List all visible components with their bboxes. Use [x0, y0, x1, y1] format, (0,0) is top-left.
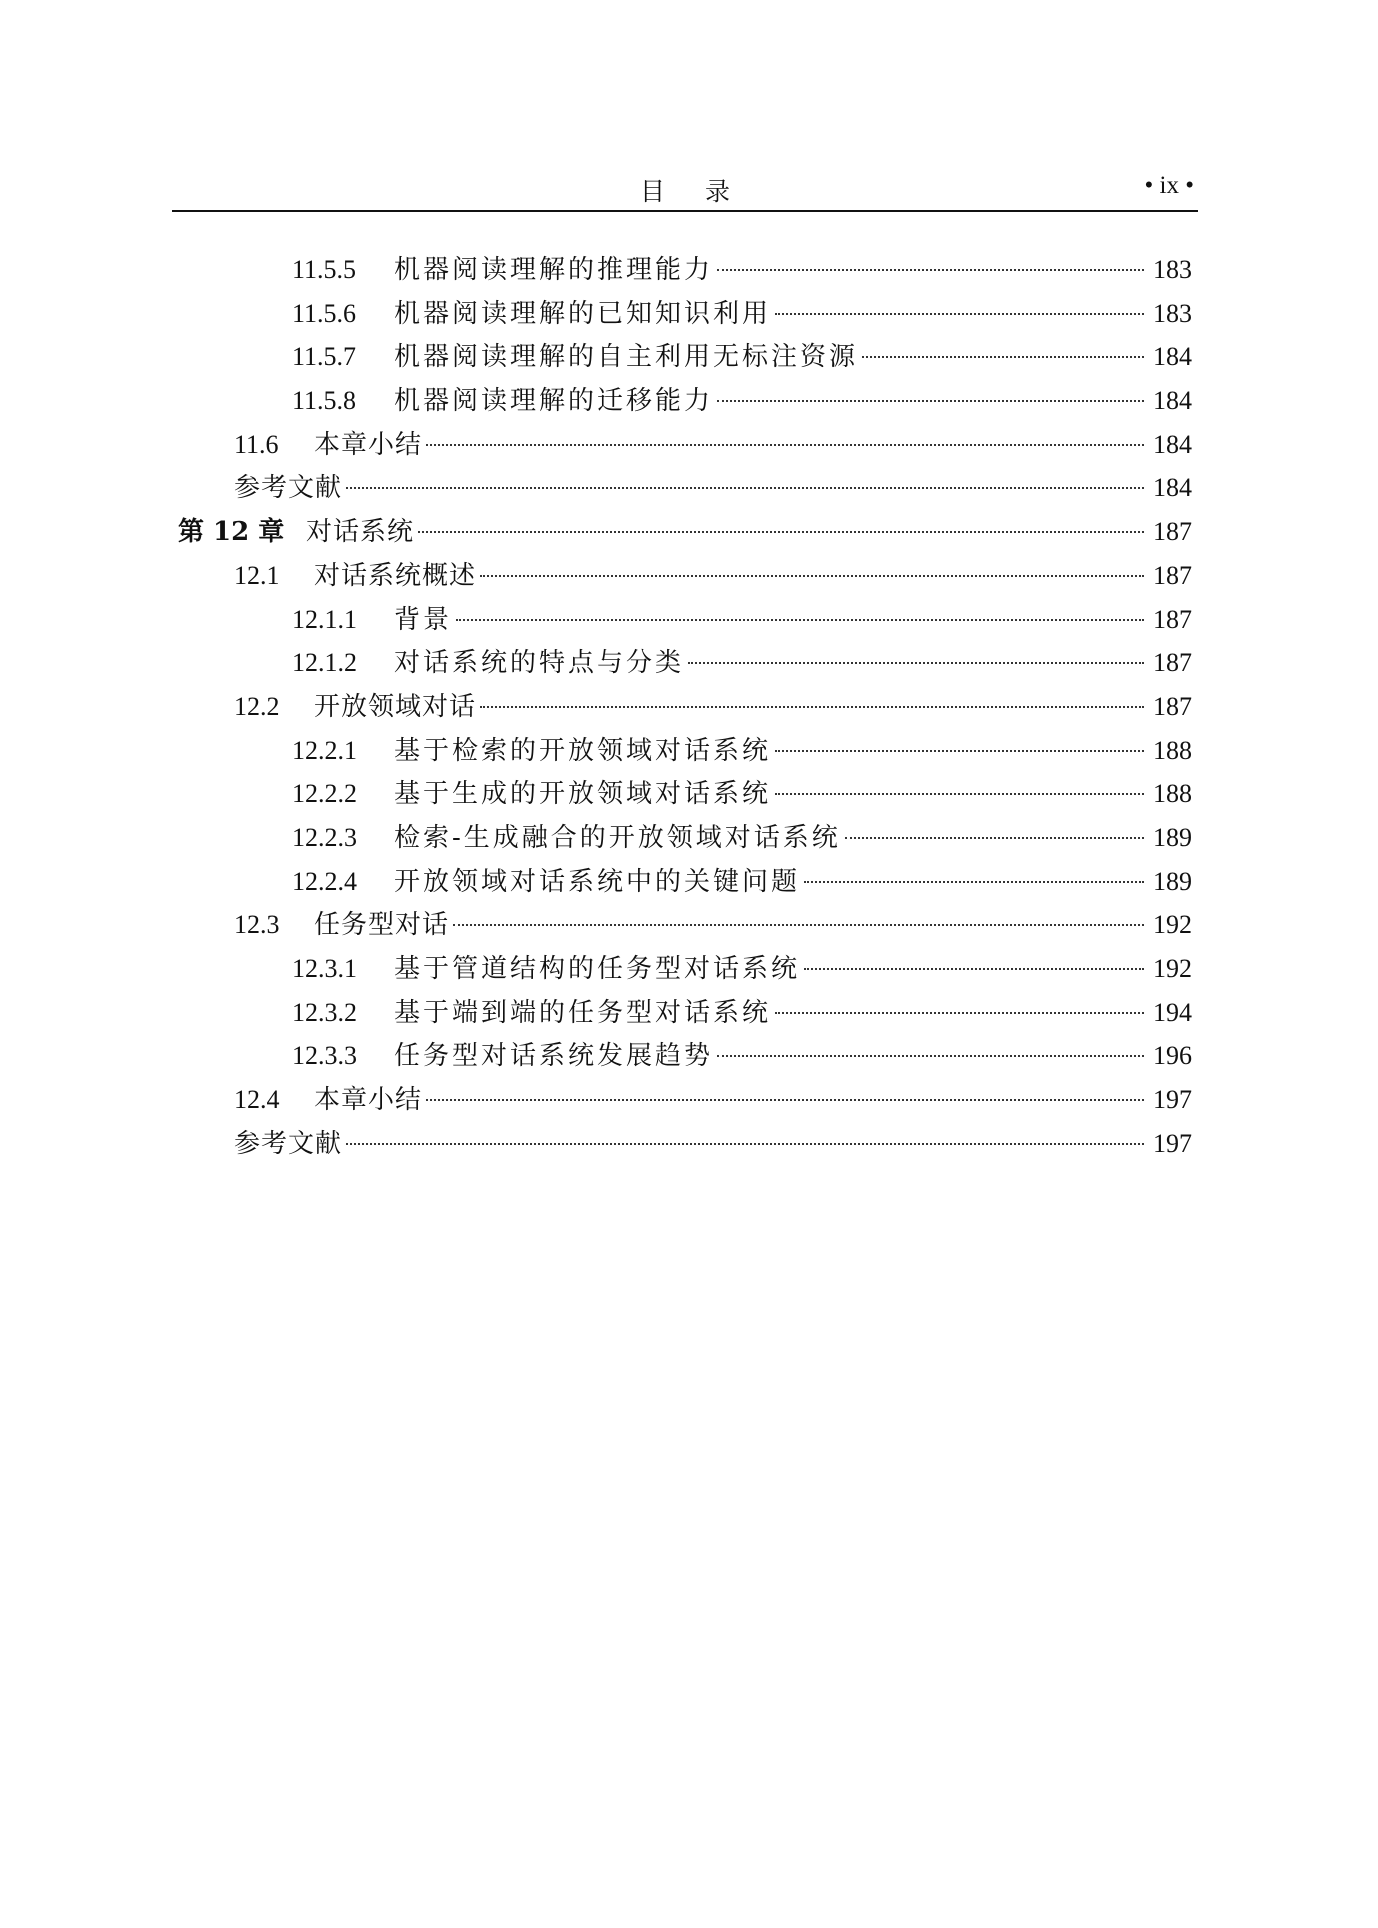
toc-entry[interactable] [172, 466, 1192, 510]
toc-dot-leader [775, 313, 1144, 315]
toc-entry-number: 12.2.4 [292, 866, 357, 896]
toc-dot-leader [717, 400, 1144, 402]
toc-entry-page: 189 [1153, 866, 1192, 896]
toc-entry-page: 183 [1153, 255, 1192, 284]
toc-entry[interactable] [172, 947, 1192, 991]
toc-entry-title: 参考文献 [234, 473, 343, 504]
table-of-contents [172, 248, 1192, 1165]
toc-entry-number: 12.2 [234, 691, 280, 721]
toc-entry[interactable] [172, 510, 1192, 554]
toc-entry-number: 12.1.1 [292, 604, 357, 634]
toc-entry-page: 197 [1153, 1085, 1192, 1115]
toc-entry[interactable] [172, 554, 1192, 598]
toc-entry-title: 机器阅读理解的自主利用无标注资源 [394, 342, 859, 373]
toc-entry-title: 机器阅读理解的已知知识利用 [394, 298, 772, 329]
toc-entry[interactable] [172, 1078, 1192, 1122]
toc-dot-leader [426, 1099, 1144, 1101]
toc-entry-page: 187 [1153, 691, 1192, 721]
toc-entry-number: 12.3.3 [292, 1041, 357, 1071]
toc-entry[interactable] [172, 292, 1192, 336]
toc-entry-number: 11.5.7 [292, 342, 357, 372]
toc-entry-page: 194 [1153, 997, 1192, 1027]
toc-entry-page: 188 [1153, 735, 1192, 765]
toc-entry-title: 开放领域对话系统中的关键问题 [394, 866, 801, 897]
toc-entry-page: 183 [1153, 298, 1192, 328]
toc-entry-title: 对话系统 [306, 517, 415, 548]
toc-dot-leader [456, 619, 1144, 621]
toc-entry-title: 基于生成的开放领域对话系统 [394, 779, 772, 810]
toc-entry-title: 参考文献 [234, 1128, 343, 1159]
toc-entry-title: 基于端到端的任务型对话系统 [394, 997, 772, 1028]
toc-dot-leader [775, 793, 1144, 795]
toc-entry[interactable] [172, 1034, 1192, 1078]
toc-entry-title: 检索-生成融合的开放领域对话系统 [394, 822, 841, 853]
toc-entry[interactable] [172, 685, 1192, 729]
toc-entry-number: 12.2.2 [292, 779, 357, 809]
toc-entry[interactable] [172, 1122, 1192, 1166]
toc-entry[interactable] [172, 772, 1192, 816]
toc-dot-leader [775, 750, 1144, 752]
toc-entry-title: 任务型对话 [314, 910, 450, 941]
toc-entry-number: 11.6 [234, 429, 279, 459]
toc-entry[interactable] [172, 641, 1192, 685]
toc-entry-number: 第 12 章 [178, 517, 285, 548]
toc-entry-page: 196 [1153, 1041, 1192, 1071]
toc-entry-title: 背景 [394, 604, 453, 635]
toc-entry[interactable] [172, 379, 1192, 423]
toc-entry-number: 12.2.1 [292, 735, 357, 765]
toc-entry-title: 机器阅读理解的推理能力 [394, 255, 714, 285]
toc-entry[interactable] [172, 860, 1192, 904]
toc-entry-page: 184 [1153, 473, 1192, 503]
toc-dot-leader [346, 487, 1144, 489]
toc-entry-number: 12.3 [234, 910, 280, 940]
toc-dot-leader [845, 837, 1144, 839]
toc-entry-page: 188 [1153, 779, 1192, 809]
toc-dot-leader [804, 968, 1144, 970]
toc-dot-leader [346, 1143, 1144, 1145]
toc-entry-number: 11.5.6 [292, 298, 357, 328]
toc-entry-page: 184 [1153, 386, 1192, 416]
toc-dot-leader [804, 881, 1144, 883]
toc-dot-leader [717, 269, 1144, 271]
toc-dot-leader [426, 444, 1144, 446]
toc-entry-page: 187 [1153, 648, 1192, 678]
toc-entry[interactable] [172, 335, 1192, 379]
toc-entry-number: 12.1.2 [292, 648, 357, 678]
page-number: • ix • [1144, 172, 1194, 199]
page-header [172, 168, 1198, 212]
toc-entry-title: 开放领域对话 [314, 691, 477, 722]
toc-entry-page: 189 [1153, 822, 1192, 852]
toc-dot-leader [480, 575, 1144, 577]
toc-entry[interactable] [172, 991, 1192, 1035]
toc-entry[interactable] [172, 248, 1192, 292]
toc-entry-title: 基于检索的开放领域对话系统 [394, 735, 772, 766]
toc-entry[interactable] [172, 423, 1192, 467]
toc-entry-title: 机器阅读理解的迁移能力 [394, 386, 714, 417]
toc-entry[interactable] [172, 816, 1192, 860]
toc-entry-page: 187 [1153, 517, 1192, 547]
toc-entry-number: 12.1 [234, 560, 280, 590]
toc-dot-leader [862, 356, 1144, 358]
toc-dot-leader [688, 662, 1144, 664]
toc-entry[interactable] [172, 598, 1192, 642]
toc-entry-number: 12.3.2 [292, 997, 357, 1027]
toc-entry-title: 任务型对话系统发展趋势 [394, 1041, 714, 1072]
toc-entry-page: 187 [1153, 604, 1192, 634]
toc-dot-leader [775, 1012, 1144, 1014]
toc-dot-leader [453, 924, 1144, 926]
toc-entry-title: 基于管道结构的任务型对话系统 [394, 954, 801, 984]
toc-dot-leader [717, 1055, 1144, 1057]
page-header-title: 目录 [639, 177, 770, 206]
toc-entry[interactable] [172, 729, 1192, 773]
toc-entry-page: 184 [1153, 429, 1192, 459]
toc-entry-number: 12.4 [234, 1085, 280, 1115]
toc-entry-number: 11.5.5 [292, 255, 357, 284]
toc-entry-page: 187 [1153, 560, 1192, 590]
toc-entry[interactable] [172, 903, 1192, 947]
toc-entry-page: 192 [1153, 910, 1192, 940]
toc-entry-title: 本章小结 [314, 1085, 423, 1116]
toc-entry-page: 197 [1153, 1128, 1192, 1158]
toc-entry-number: 12.3.1 [292, 954, 357, 983]
toc-entry-number: 11.5.8 [292, 386, 357, 416]
toc-entry-number: 12.2.3 [292, 822, 357, 852]
toc-entry-title: 对话系统的特点与分类 [394, 648, 685, 679]
toc-entry-page: 184 [1153, 342, 1192, 372]
toc-entry-page: 192 [1153, 954, 1192, 983]
toc-entry-title: 本章小结 [314, 429, 423, 460]
toc-entry-title: 对话系统概述 [314, 560, 477, 591]
toc-dot-leader [418, 531, 1144, 533]
toc-dot-leader [480, 706, 1144, 708]
